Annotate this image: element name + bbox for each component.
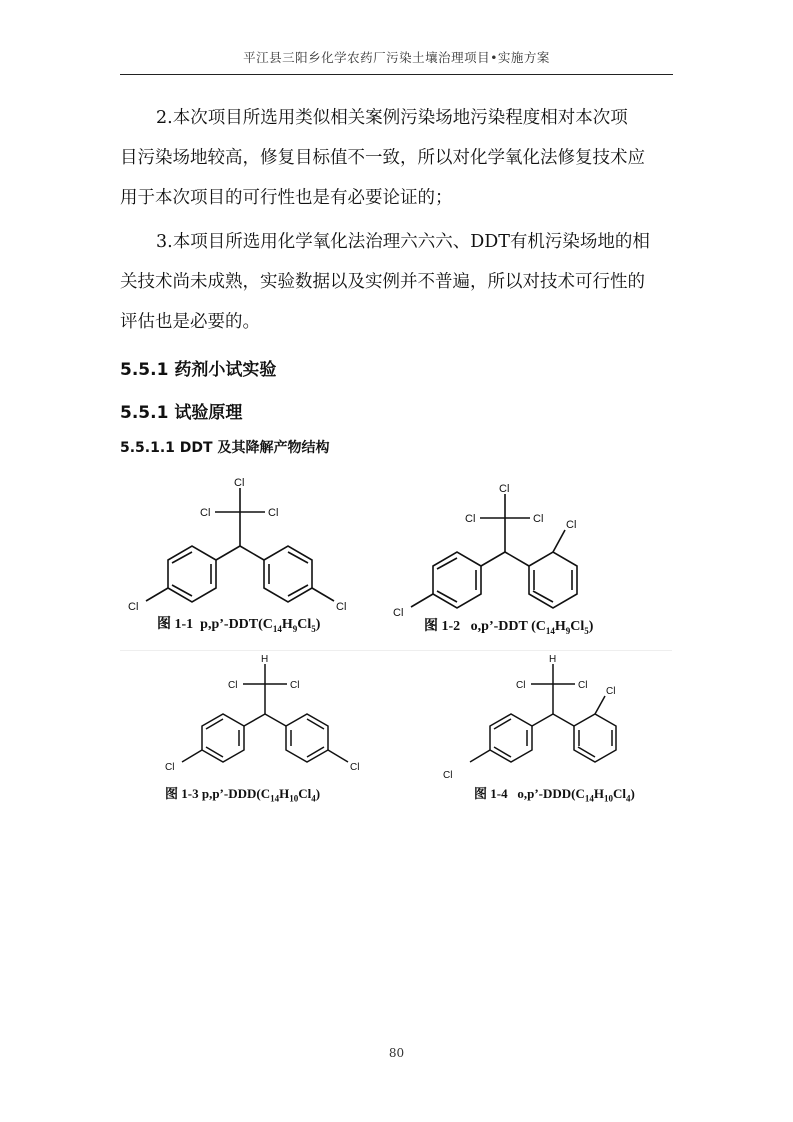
structure-opddd xyxy=(428,650,678,790)
atom-h: H xyxy=(549,654,557,665)
subscript: 9 xyxy=(565,625,571,636)
formula-part: H xyxy=(279,786,290,801)
structure-ppddd xyxy=(140,650,390,790)
subscript: 14 xyxy=(270,793,280,804)
figure-label: 图 1-3 xyxy=(165,786,199,801)
formula-part: ) xyxy=(315,786,321,801)
subscript: 14 xyxy=(584,793,594,804)
figure-1-3-caption xyxy=(165,783,320,804)
paragraph-1-line-3: 用于本次项目的可行性也是有必要论证的； xyxy=(120,188,453,208)
paragraph-2-line-3: 评估也是必要的。 xyxy=(120,312,260,332)
subsection-heading-ddt-structure: 5.5.1.1 DDT 及其降解产物结构 xyxy=(120,440,330,456)
formula-part: Cl xyxy=(298,786,312,801)
atom-cl: Cl xyxy=(533,513,544,525)
atom-cl: Cl xyxy=(268,507,279,519)
compound-name: p,p’-DDT(C xyxy=(200,617,273,632)
subscript: 14 xyxy=(272,623,282,634)
atom-cl: Cl xyxy=(606,686,616,697)
header-rule xyxy=(120,74,673,75)
subscript: 10 xyxy=(289,793,299,804)
subscript: 4 xyxy=(311,793,316,804)
compound-name: o,p’-DDD(C xyxy=(517,786,585,801)
atom-cl: Cl xyxy=(350,762,360,773)
section-heading-test-principle: 5.5.1 试验原理 xyxy=(120,403,243,423)
paragraph-2 xyxy=(120,222,673,342)
subscript: 9 xyxy=(292,623,298,634)
atom-h: H xyxy=(261,654,269,665)
atom-cl: Cl xyxy=(200,507,211,519)
subscript: 14 xyxy=(545,625,555,636)
atom-cl: Cl xyxy=(290,680,300,691)
paragraph-1-line-1: 2.本次项目所选用类似相关案例污染场地污染程度相对本次项 xyxy=(156,108,628,128)
formula-part: H xyxy=(593,786,604,801)
paragraph-1 xyxy=(120,98,673,218)
atom-cl: Cl xyxy=(516,680,526,691)
figure-1-3 xyxy=(140,650,390,790)
running-header: 平江县三阳乡化学农药厂污染土壤治理项目•实施方案 xyxy=(243,50,550,65)
paragraph-1-line-2: 目污染场地较高，修复目标值不一致，所以对化学氧化法修复技术应 xyxy=(120,148,645,168)
atom-cl: Cl xyxy=(234,477,245,489)
figure-1-4 xyxy=(428,650,678,790)
figure-label: 图 1-2 xyxy=(424,619,461,634)
paragraph-2-line-1: 3.本项目所选用化学氧化法治理六六六、DDT有机污染场地的相 xyxy=(156,232,650,252)
atom-cl: Cl xyxy=(165,762,175,773)
compound-name: o,p’-DDT (C xyxy=(470,619,546,634)
figure-1-1-caption xyxy=(157,613,320,634)
atom-cl: Cl xyxy=(566,519,577,531)
figure-label: 图 1-4 xyxy=(474,786,508,801)
formula-part: Cl xyxy=(297,617,312,632)
paragraph-2-line-2: 关技术尚未成熟，实验数据以及实例并不普遍，所以对技术可行性的 xyxy=(120,272,645,292)
formula-part: H xyxy=(554,619,566,634)
atom-cl: Cl xyxy=(499,483,510,495)
subscript: 4 xyxy=(626,793,631,804)
compound-name: p,p’-DDD(C xyxy=(201,786,271,801)
formula-part: Cl xyxy=(613,786,626,801)
figure-1-2-caption xyxy=(424,615,593,636)
subscript: 5 xyxy=(584,625,589,636)
atom-cl: Cl xyxy=(443,770,453,781)
formula-part: H xyxy=(281,617,293,632)
subscript: 5 xyxy=(311,623,316,634)
atom-cl: Cl xyxy=(465,513,476,525)
section-heading-drug-test: 5.5.1 药剂小试实验 xyxy=(120,360,277,380)
atom-cl: Cl xyxy=(578,680,588,691)
formula-part: ) xyxy=(315,617,321,632)
atom-cl: Cl xyxy=(128,601,139,613)
figure-label: 图 1-1 xyxy=(157,617,194,632)
atom-cl: Cl xyxy=(336,601,347,613)
subscript: 10 xyxy=(604,793,613,804)
formula-part: ) xyxy=(630,786,635,801)
atom-cl: Cl xyxy=(228,680,238,691)
formula-part: Cl xyxy=(570,619,585,634)
formula-part: ) xyxy=(588,619,594,634)
atom-cl: Cl xyxy=(393,607,404,619)
page-number: 80 xyxy=(388,1046,405,1060)
figure-1-4-caption xyxy=(474,783,635,804)
